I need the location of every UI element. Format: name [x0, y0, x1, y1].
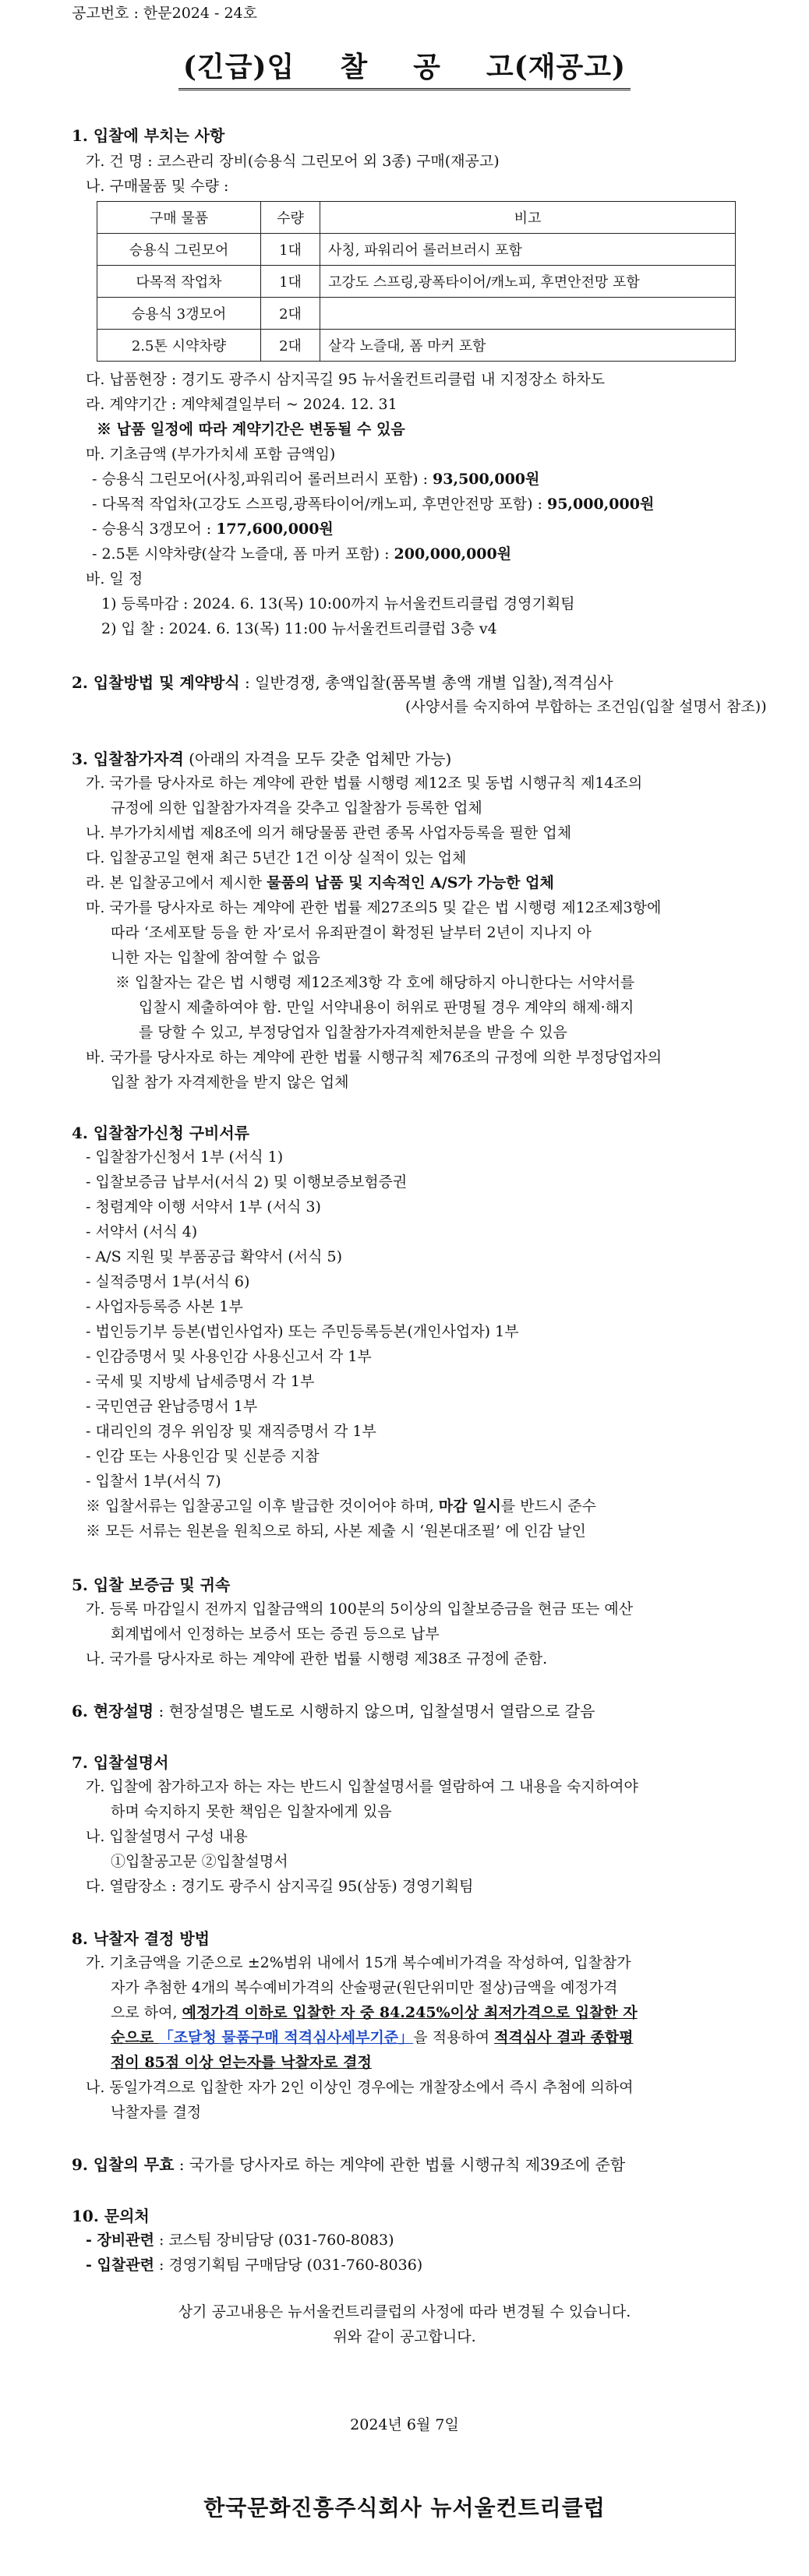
s8-ga-3b: 예정가격 이하로 입찰한 자 중 84.245%이상 최저가격으로 입찰한 자 — [182, 2004, 638, 2021]
s4-doc-item: - A/S 지원 및 부품공급 확약서 (서식 5) — [86, 1248, 342, 1265]
s4-doc-item: - 입찰참가신청서 1부 (서식 1) — [86, 1149, 284, 1166]
table-cell: 1대 — [261, 234, 320, 266]
title-part-3: 공 — [413, 51, 441, 83]
section-3-title: 3. 입찰참가자격 — [72, 750, 184, 768]
table-cell: 2.5톤 시약차량 — [97, 330, 261, 362]
s1-price-3 — [92, 517, 334, 538]
table-header: 구매 물품 — [97, 202, 261, 234]
s5-ga-line-2: 회계법에서 인정하는 보증서 또는 증권 등으로 납부 — [111, 1625, 440, 1643]
section-8-title: 8. 낙찰자 결정 방법 — [72, 1929, 210, 1948]
s8-na-line-2: 낙찰자를 결정 — [111, 2104, 202, 2121]
section-7-title: 7. 입찰설명서 — [72, 1753, 169, 1772]
table-cell: 승용식 그린모어 — [97, 234, 261, 266]
s3-ra-bold: 물품의 납품 및 지속적인 A/S가 가능한 업체 — [267, 874, 554, 891]
s4-doc-item: - 인감증명서 및 사용인감 사용신고서 각 1부 — [86, 1348, 372, 1365]
s1-item-ba: 바. 일 정 — [86, 570, 143, 588]
title-part-1: (긴급)입 — [182, 51, 295, 83]
s7-ga-line-1: 가. 입찰에 참가하고자 하는 자는 반드시 입찰설명서를 열람하여 그 내용을 숙지하여야 — [86, 1778, 638, 1795]
s1-item-ga: 가. 건 명 : 코스관리 장비(승용식 그린모어 외 3종) 구매(재공고) — [86, 153, 500, 170]
s4-doc-item: - 인감 또는 사용인감 및 신분증 지참 — [86, 1448, 320, 1465]
table-header: 수량 — [261, 202, 320, 234]
s8-na-line-1: 나. 동일가격으로 입찰한 자가 2인 이상인 경우에는 개찰장소에서 즉시 추첨에 의하여 — [86, 2079, 634, 2096]
s3-ma-line-1: 마. 국가를 당사자로 하는 계약에 관한 법률 제27조의5 및 같은 법 시행령 제12조제3항에 — [86, 899, 662, 916]
section-1-title: 1. 입찰에 부치는 사항 — [72, 126, 225, 145]
s3-da: 다. 입찰공고일 현재 최근 5년간 1건 이상 실적이 있는 업체 — [86, 849, 467, 866]
s1-item-ra: 라. 계약기간 : 계약체결일부터 ~ 2024. 12. 31 — [86, 396, 397, 413]
s8-ga-4a: 순으로 — [111, 2029, 159, 2046]
s1-item-na: 나. 구매물품 및 수량 : — [86, 178, 229, 195]
s8-criteria-link: 「조달청 물품구매 적격심사세부기준」 — [158, 2029, 414, 2046]
section-4-title: 4. 입찰참가신청 구비서류 — [72, 1124, 250, 1142]
s5-na: 나. 국가를 당사자로 하는 계약에 관한 법률 시행령 제38조 규정에 준함. — [86, 1650, 548, 1667]
price-value: 95,000,000원 — [546, 496, 655, 513]
section-5-title: 5. 입찰 보증금 및 귀속 — [72, 1576, 231, 1594]
s4-note-1-a: ※ 입찰서류는 입찰공고일 이후 발급한 것이어야 하며, — [86, 1498, 439, 1515]
price-value: 200,000,000원 — [394, 545, 512, 563]
s8-ga-4d: 적격심사 결과 종합평 — [494, 2029, 634, 2046]
section-9-text: : 국가를 당사자로 하는 계약에 관한 법률 시행규칙 제39조에 준함 — [174, 2155, 626, 2174]
s3-ba-line-2: 입찰 참가 자격제한을 받지 않은 업체 — [111, 1074, 349, 1091]
s1-contract-note: ※ 납품 일정에 따라 계약기간은 변동될 수 있음 — [97, 421, 405, 438]
s8-ga-4c: 을 적용하여 — [413, 2029, 495, 2046]
section-3 — [72, 746, 451, 769]
s3-ma-line-2: 따라 ‘조세포탈 등을 한 자’로서 유죄판결이 확정된 날부터 2년이 지나지 아 — [111, 924, 592, 941]
s4-doc-item: - 입찰보증금 납부서(서식 2) 및 이행보증보험증권 — [86, 1173, 408, 1191]
section-2-title: 2. 입찰방법 및 계약방식 — [72, 673, 240, 692]
section-3-note: (아래의 자격을 모두 갖춘 업체만 가능) — [183, 750, 452, 768]
s1-price-2 — [92, 492, 654, 513]
s8-ga-line-4 — [111, 2026, 634, 2047]
table-cell: 다목적 작업차 — [97, 266, 261, 298]
section-2 — [72, 670, 613, 693]
s7-ga-line-2: 하며 숙지하지 못한 책임은 입찰자에게 있음 — [111, 1803, 392, 1820]
s3-ma-note-1: ※ 입찰자는 같은 법 시행령 제12조제3항 각 호에 해당하지 아니한다는 서약서를 — [115, 974, 635, 991]
table-cell: 2대 — [261, 298, 320, 330]
contact-label: - 입찰관련 — [86, 2257, 154, 2274]
price-label: - 승용식 그린모어(사칭,파워리어 롤러브러시 포함) : — [92, 471, 433, 488]
price-label: - 승용식 3갱모어 : — [92, 520, 217, 538]
s7-da: 다. 열람장소 : 경기도 광주시 삼지곡길 95(삼동) 경영기획팀 — [86, 1878, 474, 1895]
s3-ma-line-3: 니한 자는 입찰에 참여할 수 없음 — [111, 949, 320, 966]
section-6-text: : 현장설명은 별도로 시행하지 않으며, 입찰설명서 열람으로 갈음 — [154, 1702, 595, 1720]
s7-na: 나. 입찰설명서 구성 내용 — [86, 1828, 248, 1845]
s1-price-4 — [92, 542, 511, 563]
s4-doc-item: - 국민연금 완납증명서 1부 — [86, 1398, 258, 1415]
price-label: - 다목적 작업차(고강도 스프링,광폭타이어/캐노피, 후면안전망 포함) : — [92, 496, 547, 513]
section-2-text: : 일반경쟁, 총액입찰(품목별 총액 개별 입찰),적격심사 — [239, 673, 613, 692]
table-header: 비고 — [320, 202, 736, 234]
s4-note-2: ※ 모든 서류는 원본을 원칙으로 하되, 사본 제출 시 ‘원본대조필’ 에 인감 날인 — [86, 1523, 586, 1540]
section-10-title: 10. 문의처 — [72, 2207, 150, 2225]
s4-doc-item: - 사업자등록증 사본 1부 — [86, 1298, 243, 1315]
s3-na: 나. 부가가치세법 제8조에 의거 해당물품 관련 종목 사업자등록을 필한 업체 — [86, 824, 572, 842]
s3-ra-text: 라. 본 입찰공고에서 제시한 — [86, 874, 267, 891]
table-cell: 고강도 스프링,광폭타이어/캐노피, 후면안전망 포함 — [320, 266, 736, 298]
page-title — [178, 45, 631, 90]
s10-contact-equipment — [86, 2228, 394, 2250]
table-row — [97, 266, 736, 298]
s8-ga-line-5: 점이 85점 이상 얻는자를 낙찰자로 결정 — [111, 2054, 372, 2071]
table-cell: 승용식 3갱모어 — [97, 298, 261, 330]
s4-doc-item: - 국세 및 지방세 납세증명서 각 1부 — [86, 1373, 315, 1390]
s3-ra — [86, 871, 554, 892]
title-part-2: 찰 — [340, 51, 369, 83]
closing-line-1: 상기 공고내용은 뉴서울컨트리클럽의 사정에 따라 변경될 수 있습니다. — [178, 2303, 631, 2320]
table-cell: 2대 — [261, 330, 320, 362]
s3-ga-line-2: 규정에 의한 입찰참가자격을 갖추고 입찰참가 등록한 업체 — [111, 799, 482, 817]
s3-ga-line-1: 가. 국가를 당사자로 하는 계약에 관한 법률 시행령 제12조 및 동법 시행규칙 제14조의 — [86, 775, 643, 792]
s10-contact-bid — [86, 2253, 422, 2274]
table-row — [97, 298, 736, 330]
table-cell: 1대 — [261, 266, 320, 298]
table-cell: 살각 노즐대, 폼 마커 포함 — [320, 330, 736, 362]
title-part-4: 고(재공고) — [486, 51, 627, 83]
contact-label: - 장비관련 — [86, 2232, 154, 2249]
section-9-title: 9. 입찰의 무효 — [72, 2155, 175, 2174]
s3-ma-note-3: 를 당할 수 있고, 부정당업자 입찰참가자격제한처분을 받을 수 있음 — [139, 1024, 567, 1041]
s5-ga-line-1: 가. 등록 마감일시 전까지 입찰금액의 100분의 5이상의 입찰보증금을 현금 또는 예산 — [86, 1600, 634, 1618]
s4-note-1-bold: 마감 일시 — [438, 1498, 501, 1515]
s3-ba-line-1: 바. 국가를 당사자로 하는 계약에 관한 법률 시행규칙 제76조의 규정에 의한 부정당업자의 — [86, 1049, 662, 1066]
section-6 — [72, 1699, 595, 1721]
s8-ga-line-1: 가. 기초금액을 기준으로 ±2%범위 내에서 15개 복수예비가격을 작성하여, 입찰참가 — [86, 1954, 631, 1971]
notice-number: 공고번호 : 한문2024 - 24호 — [72, 5, 257, 22]
price-value: 93,500,000원 — [433, 471, 540, 488]
s4-doc-item: - 실적증명서 1부(서식 6) — [86, 1273, 250, 1290]
contact-text: : 경영기획팀 구매담당 (031-760-8036) — [154, 2257, 423, 2274]
s8-ga-line-3 — [111, 2001, 638, 2022]
title-wrap — [0, 45, 809, 90]
section-6-title: 6. 현장설명 — [72, 1702, 154, 1720]
s4-note-1-c: 를 반드시 준수 — [500, 1498, 597, 1515]
price-label: - 2.5톤 시약차량(살각 노즐대, 폼 마커 포함) : — [92, 545, 394, 563]
s4-doc-item: - 입찰서 1부(서식 7) — [86, 1473, 221, 1490]
closing-line-2: 위와 같이 공고합니다. — [333, 2328, 476, 2345]
table-header-row — [97, 202, 736, 234]
price-value: 177,600,000원 — [216, 520, 334, 538]
s4-doc-item: - 법인등기부 등본(법인사업자) 또는 주민등록등본(개인사업자) 1부 — [86, 1323, 519, 1340]
s1-schedule-2: 2) 입 찰 : 2024. 6. 13(목) 11:00 뉴서울컨트리클럽 3층 v4 — [101, 620, 497, 637]
s3-ma-note-2: 입찰시 제출하여야 함. 만일 서약내용이 허위로 판명될 경우 계약의 해제·해지 — [139, 999, 634, 1016]
s8-ga-line-2: 자가 추첨한 4개의 복수예비가격의 산술평균(원단위미만 절상)금액을 예정가격 — [111, 1979, 618, 1996]
organization-name: 한국문화진흥주식회사 뉴서울컨트리클럽 — [203, 2495, 606, 2521]
table-cell: 사칭, 파워리어 롤러브러시 포함 — [320, 234, 736, 266]
s4-note-1 — [86, 1494, 596, 1516]
notice-date: 2024년 6월 7일 — [350, 2416, 459, 2433]
table-cell — [320, 298, 736, 330]
table-row — [97, 330, 736, 362]
s1-price-1 — [92, 468, 539, 489]
s8-ga-3a: 으로 하여, — [111, 2004, 182, 2021]
s1-item-ma: 마. 기초금액 (부가가치세 포함 금액임) — [86, 446, 336, 463]
s1-item-da: 다. 납품현장 : 경기도 광주시 삼지곡길 95 뉴서울컨트리클럽 내 지정장소 하차도 — [86, 371, 605, 388]
s2-text-2: (사양서를 숙지하여 부합하는 조건임(입찰 설명서 참조)) — [405, 698, 767, 715]
contact-text: : 코스팀 장비담당 (031-760-8083) — [154, 2232, 394, 2249]
s4-doc-item: - 대리인의 경우 위임장 및 재직증명서 각 1부 — [86, 1423, 376, 1440]
s4-doc-item: - 서약서 (서식 4) — [86, 1223, 198, 1240]
s4-doc-item: - 청렴계약 이행 서약서 1부 (서식 3) — [86, 1198, 321, 1216]
s7-na-sub: ①입찰공고문 ②입찰설명서 — [111, 1853, 288, 1870]
table-row — [97, 234, 736, 266]
s1-schedule-1: 1) 등록마감 : 2024. 6. 13(목) 10:00까지 뉴서울컨트리클럽 경영기획팀 — [101, 595, 575, 612]
section-9 — [72, 2152, 625, 2175]
purchase-items-table — [97, 201, 736, 362]
